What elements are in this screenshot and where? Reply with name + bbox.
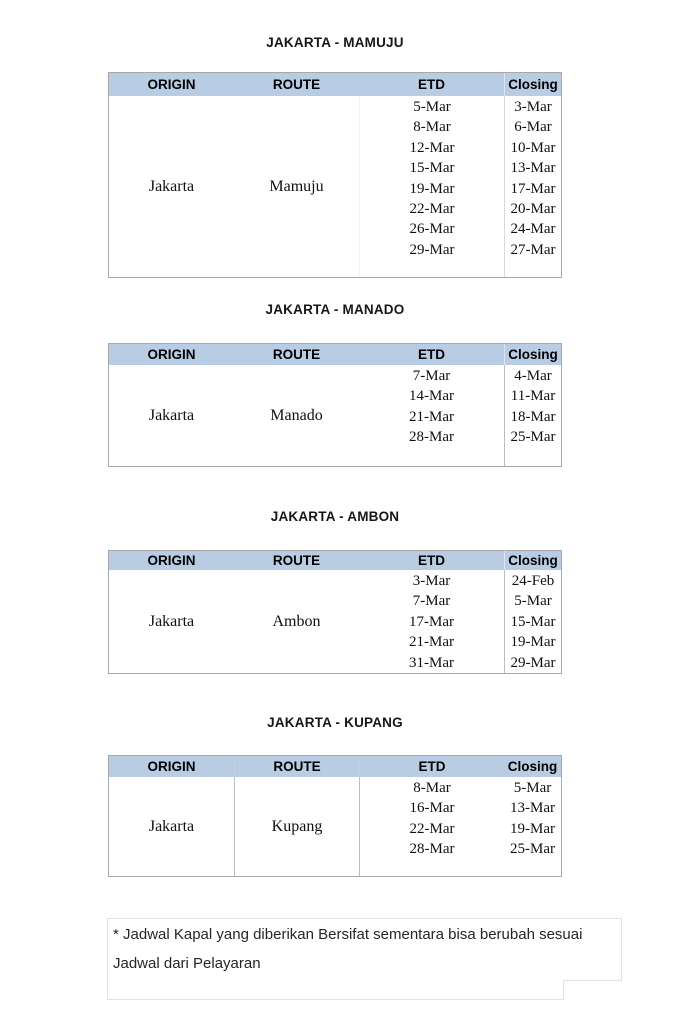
etd-date: 22-Mar bbox=[409, 200, 455, 217]
closing-date: 4-Mar bbox=[514, 368, 552, 384]
column-header-closing: Closing bbox=[504, 73, 561, 96]
closing-date: 24-Feb bbox=[511, 573, 555, 590]
disclaimer-note bbox=[113, 921, 593, 978]
etd-date: 26-Mar bbox=[409, 221, 455, 238]
origin-cell: Jakarta bbox=[148, 177, 195, 195]
etd-date-list bbox=[359, 570, 504, 673]
etd-date: 14-Mar bbox=[409, 388, 454, 405]
column-header-closing: Closing bbox=[504, 551, 561, 570]
closing-date-list bbox=[504, 570, 561, 673]
etd-date-list bbox=[359, 96, 504, 277]
schedule-table-ambon bbox=[108, 550, 562, 674]
closing-date: 11-Mar bbox=[510, 388, 556, 405]
section-title-ambon: JAKARTA - AMBON bbox=[270, 509, 400, 524]
table-body bbox=[109, 96, 561, 277]
closing-date: 19-Mar bbox=[510, 634, 556, 651]
etd-date: 7-Mar bbox=[412, 368, 451, 384]
closing-date: 17-Mar bbox=[510, 180, 556, 197]
closing-date: 13-Mar bbox=[510, 800, 555, 817]
column-header-origin: ORIGIN bbox=[147, 77, 196, 92]
etd-date: 29-Mar bbox=[409, 241, 455, 258]
etd-date: 28-Mar bbox=[409, 841, 455, 858]
closing-date: 5-Mar bbox=[514, 593, 552, 610]
route-cell: Mamuju bbox=[269, 177, 324, 195]
route-cell: Manado bbox=[270, 406, 323, 424]
etd-date: 3-Mar bbox=[412, 573, 451, 590]
schedule-table-mamuju bbox=[108, 72, 562, 278]
closing-date: 20-Mar bbox=[510, 200, 556, 217]
etd-date: 16-Mar bbox=[409, 800, 455, 817]
column-header-closing: Closing bbox=[507, 759, 558, 774]
closing-date: 29-Mar bbox=[510, 654, 556, 671]
section-title-mamuju: JAKARTA - MAMUJU bbox=[266, 35, 404, 50]
column-header-origin: ORIGIN bbox=[147, 759, 196, 774]
table-header-row bbox=[109, 551, 561, 570]
column-header-etd: ETD bbox=[359, 756, 504, 777]
column-header-route: ROUTE bbox=[272, 77, 321, 92]
etd-date: 21-Mar bbox=[409, 408, 454, 425]
route-cell: Kupang bbox=[234, 777, 359, 876]
schedule-table-manado bbox=[108, 343, 562, 467]
section-title-manado: JAKARTA - MANADO bbox=[265, 302, 405, 317]
closing-date: 24-Mar bbox=[510, 221, 556, 238]
disclaimer-line-2: Jadwal dari Pelayaran bbox=[113, 954, 261, 972]
column-header-origin: ORIGIN bbox=[147, 347, 196, 362]
schedule-table-kupang bbox=[108, 755, 562, 877]
etd-date: 15-Mar bbox=[409, 160, 455, 177]
etd-date: 22-Mar bbox=[409, 820, 455, 837]
disclaimer-line-1: * Jadwal Kapal yang diberikan Bersifat sementara bisa berubah sesuai bbox=[113, 926, 583, 943]
etd-date: 21-Mar bbox=[409, 634, 454, 651]
etd-date: 8-Mar bbox=[413, 119, 451, 136]
closing-date-list bbox=[504, 365, 561, 466]
table-body bbox=[109, 365, 561, 466]
column-header-route: ROUTE bbox=[272, 347, 321, 362]
etd-date: 31-Mar bbox=[409, 654, 454, 671]
etd-date: 12-Mar bbox=[409, 139, 455, 156]
origin-cell: Jakarta bbox=[148, 612, 195, 630]
table-header-row bbox=[109, 756, 561, 777]
etd-date-list bbox=[359, 777, 504, 876]
column-header-origin: ORIGIN bbox=[147, 553, 196, 569]
closing-date: 18-Mar bbox=[510, 408, 556, 425]
column-header-etd: ETD bbox=[418, 77, 445, 92]
etd-date: 17-Mar bbox=[409, 613, 454, 630]
etd-date: 5-Mar bbox=[413, 99, 451, 115]
closing-date: 5-Mar bbox=[513, 780, 552, 796]
column-header-route: ROUTE bbox=[272, 553, 321, 569]
origin-cell: Jakarta bbox=[148, 817, 195, 835]
section-title-kupang: JAKARTA - KUPANG bbox=[267, 715, 403, 730]
table-header-row bbox=[109, 73, 561, 96]
etd-date-list bbox=[359, 365, 504, 466]
table-header-row bbox=[109, 344, 561, 365]
column-header-etd: ETD bbox=[418, 553, 445, 569]
closing-date: 27-Mar bbox=[510, 241, 556, 258]
route-cell: Ambon bbox=[272, 612, 321, 630]
closing-date: 19-Mar bbox=[510, 820, 555, 837]
closing-date: 25-Mar bbox=[510, 429, 556, 446]
table-body bbox=[109, 777, 561, 876]
closing-date: 13-Mar bbox=[510, 160, 556, 177]
etd-date: 7-Mar bbox=[412, 593, 451, 610]
origin-cell: Jakarta bbox=[148, 406, 195, 424]
closing-date: 10-Mar bbox=[510, 139, 556, 156]
column-header-route: ROUTE bbox=[234, 756, 359, 777]
closing-date: 6-Mar bbox=[514, 119, 552, 136]
table-body bbox=[109, 570, 561, 673]
closing-date: 25-Mar bbox=[510, 841, 555, 858]
closing-date: 15-Mar bbox=[510, 613, 556, 630]
column-header-closing: Closing bbox=[504, 344, 561, 365]
closing-date: 3-Mar bbox=[514, 99, 552, 115]
etd-date: 28-Mar bbox=[409, 429, 454, 446]
closing-date-list bbox=[504, 777, 561, 876]
column-header-etd: ETD bbox=[418, 347, 445, 362]
closing-date-list bbox=[504, 96, 561, 277]
etd-date: 19-Mar bbox=[409, 180, 455, 197]
etd-date: 8-Mar bbox=[413, 780, 451, 796]
